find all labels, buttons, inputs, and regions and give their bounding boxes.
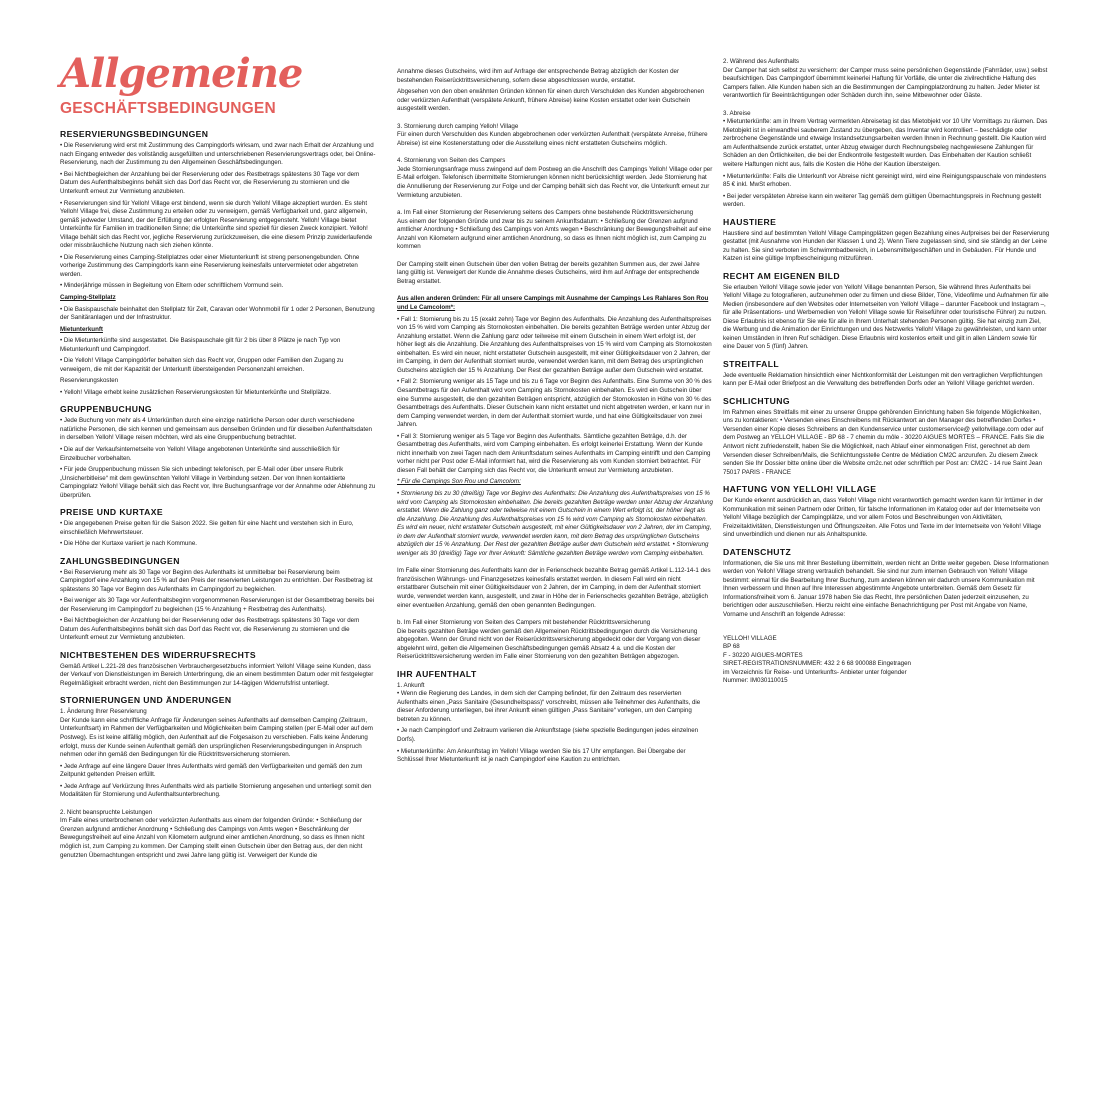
gruppen-heading: GRUPPENBUCHUNG [60,404,153,415]
ihr-p3: • Mietunterkünfte: Am Ankunftstag im Yelloh! Village werden Sie bis 17 Uhr empfangen. Bei Übergabe der Schlüssel Ihrer Mietunterkunft ist je nach Campingdorf eine Kaution zu entrichten. [397,747,686,764]
preise-p2: • Die Höhe der Kurtaxe variiert je nach Kommune. [60,540,197,548]
andere-p1: • Fall 1: Stornierung bis zu 15 (exakt zehn) Tage vor Beginn des Aufenthalts. Die Anzahlung des Aufenthaltspreises von 15 % wird vom Camping als Stornokosten einbehalten. Die bereits gezahlten Beträge werden unter Abzug der Anzahlung erstattet. Wenn die Zahlung ganz oder teilweise mit einem Gutschein in einem Wert erfolgt ist, der höher liegt als die Anzahlung. Die Anzahlung des Aufenthaltspreises von 15 % wird vom Camping als Stornokosten einbehalten. Es wird ein neuer, nicht erstatteter Gutschein ausgestellt, mit einer Gültigkeitsdauer von 2 Jahren, der im Camping, in dem der Aufenthalt storniert wurde, verwendet werden kann, mit dem Betrag des ursprünglichen Gutscheins abzüglich der 15 % Anzahlung. Der Rest der gezahlten Beträge außer dem Gutschein wird erstattet. [397,315,712,374]
haftung-text: Der Kunde erkennt ausdrücklich an, dass Yelloh! Village nicht verantwortlich gemacht werden kann für Irrtümer in der Kommunikation mit seinen Partnern oder Dritten, für falsche Informationen im Katalog oder auf der Internetseite von Yelloh! Village bezüglich der Campingplätze, und vor allem Fotos und Beschreibungen von Aktivitäten, Freizeitaktivitäten, Dienstleistungen und Öffnungszeiten. Alle Fotos und Texte im der Internetseite von Yelloh! Village sind unverbindlich und dienen nur als Anhaltspunkte. [723,497,1044,539]
abreise-p1: • Mietunterkünfte: am in Ihrem Vertrag vermerkten Abreisetag ist das Mietobjekt vor 10 Uhr Vormittags zu räumen. Das Mietobjekt ist in einwandfrei sauberem Zustand zu übergeben, das Inventar wird kontrolliert – beschädigte oder zerbrochene Gegenstände und etwaige Instandsetzungsarbeiten werden Ihnen in Rechnung gestellt. Die Kaution wird am Aufenthaltsende zurück erstattet, unter Abzug etwaiger durch Rechnungsbeleg nachgewiesene Zahlungen für Schäden an den Örtlichkeiten, die bei der Endkontrolle festgestellt wurden. Das Einbehalten der Kaution schließt weitere Haftungen nicht aus, falls die Kosten die Höhe der Kaution übersteigen. [723,118,1048,169]
zahlung-heading: ZAHLUNGSBEDINGUNGEN [60,555,180,566]
terms-page [60,50,1050,1074]
s3-heading: 3. Stornierung durch camping Yelloh! Village [397,122,519,130]
nicht-heading: 2. Nicht beanspruchte Leistungen [60,808,153,816]
sa-text: Aus einem der folgenden Gründe und zwar bis zu seinem Ankunftsdatum: • Schließung der Grenzen aufgrund amtlicher Anordnung • Schließung des Campings von Amts wegen • Beschränkung der Bewegungsfreiheit auf eine Anzahl von Kilometern aufgrund einer amtlichen Anordnung, so dass es Ihnen nicht möglich ist, zum Camping zu kommen [397,217,711,251]
ihr-p2: • Je nach Campingdorf und Zeitraum variieren die Ankunftstage (siehe spezielle Bedingungen jedes einzelnen Dorfs). [397,727,699,743]
intro-p1: Annahme dieses Gutscheins, wird ihm auf Anfrage der entsprechende Betrag abzüglich der Kosten der bestehenden Reiserücktrittsversicherung, sofern diese abgeschlossen wurde, erstattet. [397,68,680,84]
preise-p1: • Die angegebenen Preise gelten für die Saison 2022. Sie gelten für eine Nacht und verstehen sich in Euro, einschließlich Mehrwertsteuer. [60,520,354,536]
sb-text: Die bereits gezahlten Beträge werden gemäß den Allgemeinen Rücktrittsbedingungen durch die Versicherung abgegolten. Wenn der Grund nicht von der Reiserücktrittsversicherung abgedeckt oder der Vorgang von dieser abgelehnt wird, gelten die Allgemeinen Geschäftsbedingungen gemäß Absatz 4 a. und die Kosten der Reiserücktrittsversicherung werden im Falle einer Stornierung von den gezahlten Beträgen abgezogen. [397,627,701,661]
address-line: F - 30220 AIGUES-MORTES [723,651,803,659]
storno-p3: • Jede Anfrage auf Verkürzung Ihres Aufenthalts wird als partielle Stornierung angesehen und unterliegt somit den Modalitäten für Stornierung und Aufenthaltsunterbrechung. [60,782,372,799]
intro-p2: Abgesehen von den oben erwähnten Gründen können für einen durch Verschulden des Kunden abgebrochenen oder verkürzten Aufenthalt (verspätete Ankunft, frühere Abreise) keine Kosten erstattet oder kein Gutschein ausgestellt werden. [397,88,705,113]
title-subheading: GESCHÄFTSBEDINGUNGEN [60,100,276,117]
andere-heading: Aus allen anderen Gründen: Für all unsere Campings mit Ausnahme der Campings Les Rahlares Son Rou und Le Camcolom*: [397,295,709,312]
daten-text: Informationen, die Sie uns mit Ihrer Bestellung übermitteln, werden nicht an Dritte weiter gegeben. Diese Informationen werden von Yelloh! Village streng vertraulich behandelt. Sie sind nur zum internen Gebrauch von Yelloh! Village bestimmt: einmal für die Bearbeitung Ihrer Buchung, zum anderen können wir dadurch unsere Kommunikation mit Ihnen verbessern und Ihnen auf Ihre Interessen abgestimmte Angebote unterbreiten. Gemäß dem Gesetz für Informationsfreiheit vom 6. Januar 1978 haben Sie das Recht, Ihre persönlichen Daten jederzeit einzusehen, zu berichtigen oder auszuschließen. Hierzu reicht eine einfache Benachrichtigung per Post mit Angabe von Name, Vorname und Anschrift an folgende Adresse: [723,559,1049,618]
address-line: Nummer: IM030110015 [723,677,788,685]
reservierung-p2: • Bei Nichtbegleichen der Anzahlung bei der Reservierung oder des Restbetrags spätestens 30 Tage vor dem Datum des Aufenthaltsbeginns behält sich das Dorf das Recht vor, die Reservierung zu stornieren und die Unterkunft erneut zur Vermietung anzubieten. [60,170,360,195]
widerruf-text: Gemäß Artikel L.221-28 des französischen Verbrauchergesetzbuchs informiert Yelloh! Village seine Kunden, dass der Verkauf von Dienstleistungen im Bereich Unterbringung, die an einem bestimmten Datum oder mit festgelegter Regelmäßigkeit erbracht werden, nicht den Bestimmungen zur 14-tägigen Widerrufsfrist unterliegt. [60,662,374,687]
ihr-sub: 1. Ankunft [397,681,425,689]
zahlung-p1: • Bei Reservierung mehr als 30 Tage vor Beginn des Aufenthalts ist unmittelbar bei Reservierung beim Campingdorf eine Anzahlung von 15 % auf den Preis der reservierten Leistungen zu entrichten. Der Restbetrag ist spätestens 30 Tage vor Beginn des Aufenthalts im Campingdorf zu begleichen. [60,568,373,593]
bild-text: Sie erlauben Yelloh! Village sowie jeder von Yelloh! Village benannten Person, Sie während Ihres Aufenthalts bei Yelloh! Village zu fotografieren, aufzunehmen oder zu filmen und diese Bilder, Töne, Videofilme und Aufnahmen für alle Medien (insbesondere auf den Websites oder Internetseiten von Yelloh! Village – darunter Facebook und Instagram –, für alle Präsentations- und Werbemedien von Yelloh! Village sowie für Reiseführer oder touristische Führer) zu nutzen. Diese Erlaubnis ist ebenso für Sie wie für alle in Ihrem Unterhalt stehenden Personen gültig. Sie hat einzig zum Ziel, die Werbung und die Animation der Einrichtungen und des Netzwerks Yelloh! Village zu gewährleisten, und kann unter keinen Umständen in Ihren Ruf schädigen. Diese Erlaubnis wird kostenlos erteilt und gilt in allen Ländern sowie für eine Dauer von 5 (fünf) Jahren. [723,283,1049,351]
sa2-text: Der Camping stellt einen Gutschein über den vollen Betrag der bereits gezahlten Summen aus, der zwei Jahre lang gültig ist. Verweigert der Kunde die Annahme dieses Gutscheins, wird ihm auf Anfrage der entsprechende Betrag erstattet. [397,260,700,285]
ferien-text: Im Falle einer Stornierung des Aufenthalts kann der in Ferienscheck bezahlte Betrag gemäß Artikel L.112-14-1 des französischen Währungs- und Finanzgesetzes keinesfalls erstattet werden. In diesem Fall wird ein nicht erstattbarer Gutschein mit einer Gültigkeitsdauer von 2 Jahren, der im Camping, in dem der Aufenthalt storniert wurde, verwendet werden kann, ausgestellt, und zwar in Höhe der in Ferienschecks gezahlten Beträge, abzüglich einer eventuellen Anzahlung, gemäß den oben genannten Bedingungen. [397,567,711,609]
reservierung-p3: • Reservierungen sind für Yelloh! Village erst bindend, wenn sie durch Yelloh! Village akzeptiert wurden. Es steht Yelloh! Village frei, diese Zustimmung zu erteilen oder zu verweigern, gemäß Verfügbarkeit und, ganz allgemein, gemäß jedweder Umstand, der der Erfüllung der erfolgten Reservierung entgegensteht. Yelloh! Village bietet Unterkünfte für Familien im traditionellen Sinne; die Unterkünfte sind speziell für diesen Zweck konzipiert. Yelloh! Village behält sich das Recht vor, jegliche Reservierung zurückzuweisen, die eine diesem Prinzip zuwiderlaufende oder missbräuchliche Nutzung nach sich ziehen könnte. [60,199,373,250]
storno-sub: 1. Änderung Ihrer Reservierung [60,708,147,716]
stellplatz-text: • Die Basispauschale beinhaltet den Stellplatz für Zelt, Caravan oder Wohnmobil für 1 oder 2 Personen, Benutzung der Sanitäranlagen und der Infrastruktur. [60,305,375,322]
schlicht-text: Im Rahmen eines Streitfalls mit einer zu unserer Gruppe gehörenden Einrichtung haben Sie folgende Möglichkeiten, uns zu kontaktieren: • Versenden eines Einschreibens mit Rückantwort an den Manager des betreffenden Dorfes • Versenden einer Kopie dieses Schreibens an den Kundenservice unter customerservice@ yellohvillage.com oder auf dem Postweg an YELLOH VILLAGE - BP 68 - 7 chemin du môle - 30220 AIGUES MORTES – FRANCE. Falls Sie die Antwort nicht zufriedenstellt, haben Sie die Möglichkeit, nach Ablauf einer einmonatigen Frist, gerechnet ab dem Versenden dieser Schreiben/Mails, die Schlichtungsstelle Centre de Médiation CM2C anzurufen. Zu diesem Zweck senden Sie Ihr Dossier bitte online über die Website cm2c.net oder schriftlich per Post an: CM2C - 14 rue Saint Jean 75017 PARIS - FRANCE [723,408,1045,476]
column-2 [397,68,713,768]
haustiere-heading: HAUSTIERE [723,216,777,227]
reservierung-p5: • Minderjährige müssen in Begleitung von Eltern oder schriftlichem Vormund sein. [60,282,284,290]
miet-p2: • Die Yelloh! Village Campingdörfer behalten sich das Recht vor, Gruppen oder Familien den Zugang zu verweigern, die mit der Kapazität der Unterkunft übersteigenden Personenzahl erreichen. [60,357,344,373]
ihr-heading: IHR AUFENTHALT [397,668,477,679]
gruppen-p1: • Jede Buchung von mehr als 4 Unterkünften durch eine einzige natürliche Person oder durch verschiedene natürliche Personen, die sich kennen und gemeinsam aus denselben Gründen und für dieselben Aufenthaltsdaten in derselben Yelloh! Village reisen möchten, wird als eine Gruppenbuchung betrachtet. [60,417,372,442]
haustiere-text: Haustiere sind auf bestimmten Yelloh! Village Campingplätzen gegen Bezahlung eines Aufpreises bei der Reservierung gestattet (mit Ausnahme von Hunden der Klassen 1 und 2). Wenn Tiere zugelassen sind, sind sie ständig an der Leine zu halten. Sie sind verboten im Schwimmbadbereich, in Lebensmittelgeschäften und in Gebäuden. Für Hunde und Katzen ist eine gültige Impfbescheinigung mitzuführen. [723,229,1050,263]
preise-heading: PREISE UND KURTAXE [60,507,164,518]
address-line: SIRET-REGISTRATIONSNUMMER: 432 2 6 68 900088 Eingetragen [723,660,911,668]
andere-p2: • Fall 2: Stornierung weniger als 15 Tage und bis zu 6 Tage vor Beginn des Aufenthalts. Eine Summe von 30 % des Gesamtbetrags für den Aufenthalt wird vom Camping als Stornokosten einbehalten. Es wird ein Gutschein über eine Summe ausgestellt, die den gezahlten Beträgen entspricht, abzüglich der Stornokosten in Höhe von 30 % des Gesamtbetrags des Aufenthalts. Dieser Gutschein kann nicht erstattet und nicht abgetreten werden, er kann nur in dem Camping verwendet werden, in dem der Aufenthalt storniert wurde, und hat eine Gültigkeitsdauer von zwei Jahren. [397,378,712,429]
miet-heading: Mietunterkunft [60,325,103,333]
sb-heading: b. Im Fall einer Stornierung von Seiten des Campers mit bestehender Rücktrittsversicherung [397,619,651,627]
stellplatz-heading: Camping-Stellplatz [60,293,116,301]
gruppen-p3: • Für jede Gruppenbuchung müssen Sie sich unbedingt telefonisch, per E-Mail oder über unsere Rubrik „Unsicherbitleise“ mit dem gewünschten Yelloh! Village in Verbindung setzen. Der von Ihnen kontaktierte Campingplatz Yelloh! Village behält sich das Recht vor, Ihre Buchungsanfrage vor der Annahme oder Ablehnung zu überprüfen. [60,466,376,499]
address-block [723,635,1050,686]
address-line: BP 68 [723,643,740,651]
reservierung-heading: RESERVIERUNGSBEDINGUNGEN [60,129,209,140]
gruppen-p2: • Die auf der Verkaufsinternetseite von Yelloh! Village angebotenen Unterkünfte sind ausschließlich für Einzelbucher vorbehalten. [60,445,340,462]
streit-heading: STREITFALL [723,359,780,370]
s3-text: Für einen durch Verschulden des Kunden abgebrochenen oder verkürzten Aufenthalt (verspätete Anreise, frühere Abreise) ist eine Kostenerstattung oder die Ausstellung eines nicht erstatteten Gutscheins möglich. [397,131,708,147]
widerruf-heading: NICHTBESTEHEN DES WIDERRUFSRECHTS [60,649,257,660]
kosten-text: • Yelloh! Village erhebt keine zusätzlichen Reservierungskosten für Mietunterkünfte und Stellplätze. [60,388,332,396]
abreise-p2: • Mietunterkünfte: Falls die Unterkunft vor Abreise nicht gereinigt wird, wird eine Reinigungspauschale von mindestens 85 € inkl. MwSt erhoben. [723,172,1047,189]
zahlung-p2: • Bei weniger als 30 Tage vor Aufenthaltsbeginn vorgenommenen Reservierungen ist der Gesamtbetrag bereits bei der Reservierung im Campingdorf zu begleichen (15 % Anzahlung + Restbetrag des Aufenthalts). [60,597,375,613]
column-3 [723,58,1050,686]
andere-p3: • Fall 3: Stornierung weniger als 5 Tage vor Beginn des Aufenthalts. Sämtliche gezahlten Beträge, d.h. der Gesamtbetrag des Aufenthalts, wird vom Camping einbehalten. Es erfolgt keinerlei Erstattung. Wenn der Kunde nicht innerhalb von zwei Tagen nach dem Ankunftsdatum seines Aufenthalts im Camping eintrifft und den Camping vorher nicht per Post oder E-Mail informiert hat, wird die Reservierung als vom Kunden storniert betrachtet. Für diesen Fall behält der Camping sich das Recht vor, die Unterkunft erneut zur Vermietung anzubieten. [397,432,711,474]
storno-heading: STORNIERUNGEN UND ÄNDERUNGEN [60,695,232,706]
reservierung-p4: • Die Reservierung eines Camping-Stellplatzes oder einer Mietunterkunft ist streng personengebunden. Ohne vorherige Zustimmung des Campingdorfs kann eine Reservierung keinesfalls untervermietet oder abgetreten werden. [60,253,360,278]
zahlung-p3: • Bei Nichtbegleichen der Anzahlung bei der Reservierung oder des Restbetrags spätestens 30 Tage vor dem Datum des Aufenthaltsbeginns behält sich das Dorf das Recht vor, die Reservierung zu stornieren und die Unterkunft erneut zur Vermietung anzubieten. [60,617,360,642]
s4-text: Jede Stornierungsanfrage muss zwingend auf dem Postweg an die Anschrift des Campings Yelloh! Village oder per E-Mail erfolgen. Telefonisch übermittelte Stornierungen können nicht berücksichtigt werden. Jede Stornierung hat die Annullierung der Reservierung zur Folge und der Camping behält sich das Recht vor, die Unterkunft erneut zur Vermietung anzubieten. [397,165,713,199]
daten-heading: DATENSCHUTZ [723,546,792,557]
address-line: YELLOH! VILLAGE [723,634,777,642]
title-script: Allgemeine [60,50,303,97]
kosten-heading: Reservierungskosten [60,377,119,385]
ihr-p1: • Wenn die Regierung des Landes, in dem sich der Camping befindet, für den Zeitraum des reservierten Aufenthalts einen „Pass Sanitaire (Gesundheitspass)“ vorschreibt, müssen alle Teilnehmer des Aufenthalts, die dieser Anforderung unterliegen, bei ihrer Ankunft einen gültigen „Pass Sanitaire“ vorlegen, um den Camping betreten zu können. [397,690,701,723]
nicht-text: Im Falle eines unterbrochenen oder verkürzten Aufenthalts aus einem der folgenden Gründe: • Schließung der Grenzen aufgrund amtlicher Anordnung • Schließung des Campings von Amts wegen • Beschränkung der Bewegungsfreiheit auf eine Anzahl von Kilometern aufgrund einer amtlichen Anordnung, so dass es Ihnen nicht möglich ist, zum Camping zu kommen. Der Camping stellt einen Gutschein über den Betrag aus, der den nicht genutzten Übernachtungen entspricht und zwei Jahre lang gültig ist. Verweigert der Kunde die [60,817,365,859]
bild-heading: RECHT AM EIGENEN BILD [723,270,840,281]
s4-heading: 4. Stornierung von Seiten des Campers [397,157,506,165]
special-heading: * Für die Campings Son Rou und Camcolom: [397,478,521,486]
waehrend-heading: 2. Während des Aufenthalts [723,58,800,65]
waehrend-text: Der Camper hat sich selbst zu versichern: der Camper muss seine persönlichen Gegenstände (Fahrräder, usw.) selbst beaufsichtigen. Das Campingdorf übernimmt keinerlei Haftung für Vorfälle, die unter die zivilrechtliche Haftung des Campers fallen. Alle Kunden haben sich an die Bestimmungen der Campingplatzordnung zu halten. Jeder Mieter ist verantwortlich für Beeinträchtigungen oder Schäden durch ihn, seine Mitbewohner oder Gäste. [723,66,1048,100]
streit-text: Jede eventuelle Reklamation hinsichtlich einer Nichtkonformität der Leistungen mit den vertraglichen Verpflichtungen kann per E-Mail oder Briefpost an die Verwaltung des betreffenden Dorfs oder an Yelloh! Village gerichtet werden. [723,371,1043,388]
abreise-heading: 3. Abreise [723,109,751,117]
sa-heading: a. Im Fall einer Stornierung der Reservierung seitens des Campers ohne bestehende Rücktrittsversicherung [397,209,694,217]
address-line: im Verzeichnis für Reise- und Unterkunfts- Anbieter unter folgender [723,668,907,676]
haftung-heading: HAFTUNG VON YELLOH! VILLAGE [723,484,877,495]
storno-p2: • Jede Anfrage auf eine längere Dauer Ihres Aufenthalts wird gemäß den Verfügbarkeiten und gemäß den zum Zeitpunkt geltenden Preisen erfüllt. [60,762,363,779]
special-text: • Stornierung bis zu 30 (dreißig) Tage vor Beginn des Aufenthalts: Die Anzahlung des Aufenthaltspreises von 15 % wird vom Camping als Stornokosten einbehalten. Die bereits gezahlten Beträge werden unter Abzug der Anzahlung erstattet. Wenn die Zahlung ganz oder teilweise mit einem Gutschein in einem Wert erfolgt ist, der höher liegt als die Anzahlung. Die Anzahlung des Aufenthaltspreises von 15 % wird vom Camping als Stornokosten einbehalten. Es wird ein neuer, nicht erstatteter Gutschein ausgestellt, mit einer Gültigkeitsdauer von 2 Jahren, der im Camping, in dem der Aufenthalt storniert wurde, verwendet werden kann, mit dem Betrag des ursprünglichen Gutscheins abzüglich der 15 % Anzahlung. Der Rest der gezahlten Beträge außer dem Gutschein wird erstattet. • Stornierung weniger als 30 (dreißig) Tage vor Ihrer Ankunft: Sämtliche gezahlten Beträge werden vom Camping einbehalten. [397,489,713,557]
reservierung-p1: • Die Reservierung wird erst mit Zustimmung des Campingdorfs wirksam, und zwar nach Erhalt der Anzahlung und nach Eingang entweder des vollständig ausgefüllten und unterschriebenen Reservierungsvertrags oder, bei Online-Reservierung, nach der Zustimmung zu den Allgemeinen Geschäftsbedingungen. [60,142,376,167]
miet-p1: • Die Mietunterkünfte sind ausgestattet. Die Basispauschale gilt für 2 bis über 8 Plätze je nach Typ von Mietunterkunft und Campingdorf. [60,337,341,353]
abreise-p3: • Bei jeder verspäteten Abreise kann ein weiterer Tag gemäß dem gültigen Übernachtungspreis in Rechnung gestellt werden. [723,192,1042,209]
schlicht-heading: SCHLICHTUNG [723,395,790,406]
column-1 [60,50,376,863]
storno-p1: Der Kunde kann eine schriftliche Anfrage für Änderungen seines Aufenthalts auf demselben Camping (Zeitraum, Unterkunftsart) im Rahmen der Verfügbarkeiten und Möglichkeiten beim Camping stellen (per E-Mail oder auf dem Postweg). Es ist keine allfällig möglich, den Aufenthalt auf die Folgesaison zu verschieben. Falls keine Änderung erfolgt, muss der Kunde seinen Aufenthalt gemäß den ursprünglichen Reservierungsbedingungen in Anspruch nehmen oder ihn gemäß den Bedingungen für die Rücktrittsversicherung stornieren. [60,716,373,759]
